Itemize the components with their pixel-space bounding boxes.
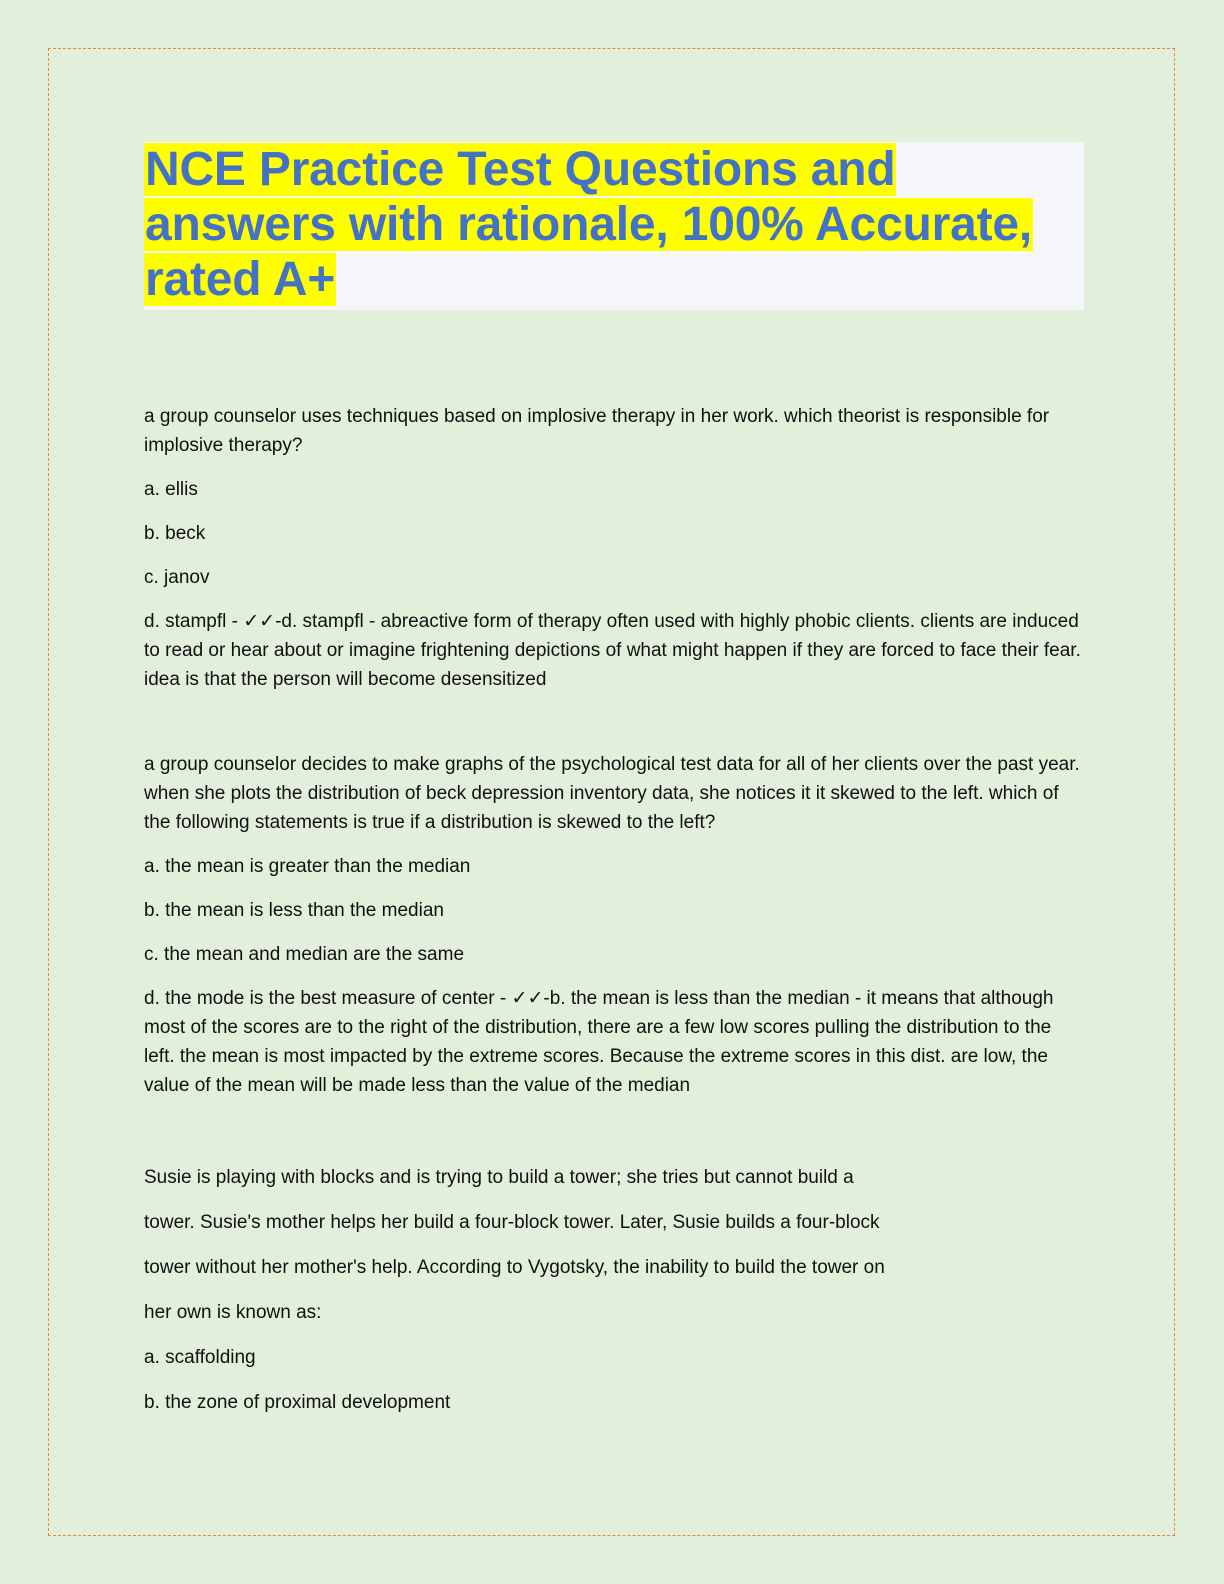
question-3	[144, 1155, 1084, 1425]
question-1	[144, 402, 1084, 694]
question-stem-line: her own is known as:	[144, 1302, 322, 1323]
option-d-with-answer: d. the mode is the best measure of center - ✓✓-b. the mean is less than the median - it means that although most of the scores are to the right of the distribution, there are a few low scores pulling the distribution to the left. the mean is most impacted by the extreme scores. Because the extreme scores in this dist. are low, the value of the mean will be made less than the value of the median	[144, 988, 1054, 1096]
option-b: b. the zone of proximal development	[144, 1392, 451, 1413]
option-a: a. ellis	[144, 479, 198, 500]
question-stem-line: Susie is playing with blocks and is trying to build a tower; she tries but cannot build a	[144, 1167, 854, 1188]
title-block	[144, 142, 1084, 310]
option-b: b. beck	[144, 523, 206, 544]
question-stem-line: tower without her mother's help. According to Vygotsky, the inability to build the tower on	[144, 1257, 885, 1278]
question-stem: a group counselor uses techniques based on implosive therapy in her work. which theorist is responsible for implosive therapy?	[144, 406, 1050, 456]
question-2	[144, 750, 1084, 1100]
option-d-with-answer: d. stampfl - ✓✓-d. stampfl - abreactive form of therapy often used with highly phobic clients. clients are induced to read or hear about or imagine frightening depictions of what might happen if they are forced to face their fear. idea is that the person will become desensitized	[144, 611, 1081, 690]
option-c: c. janov	[144, 567, 210, 588]
option-a: a. scaffolding	[144, 1347, 256, 1368]
option-c: c. the mean and median are the same	[144, 944, 465, 965]
document-title: NCE Practice Test Questions and answers with rationale, 100% Accurate, rated A+	[145, 143, 1032, 306]
option-b: b. the mean is less than the median	[144, 900, 444, 921]
option-a: a. the mean is greater than the median	[144, 856, 471, 877]
question-stem: a group counselor decides to make graphs of the psychological test data for all of her clients over the past year. when she plots the distribution of beck depression inventory data, she notices it it skewed to the left. which of the following statements is true if a distribution is skewed to the left?	[144, 754, 1080, 833]
document-content	[144, 142, 1084, 1425]
question-stem-line: tower. Susie's mother helps her build a four-block tower. Later, Susie builds a four-block	[144, 1212, 880, 1233]
